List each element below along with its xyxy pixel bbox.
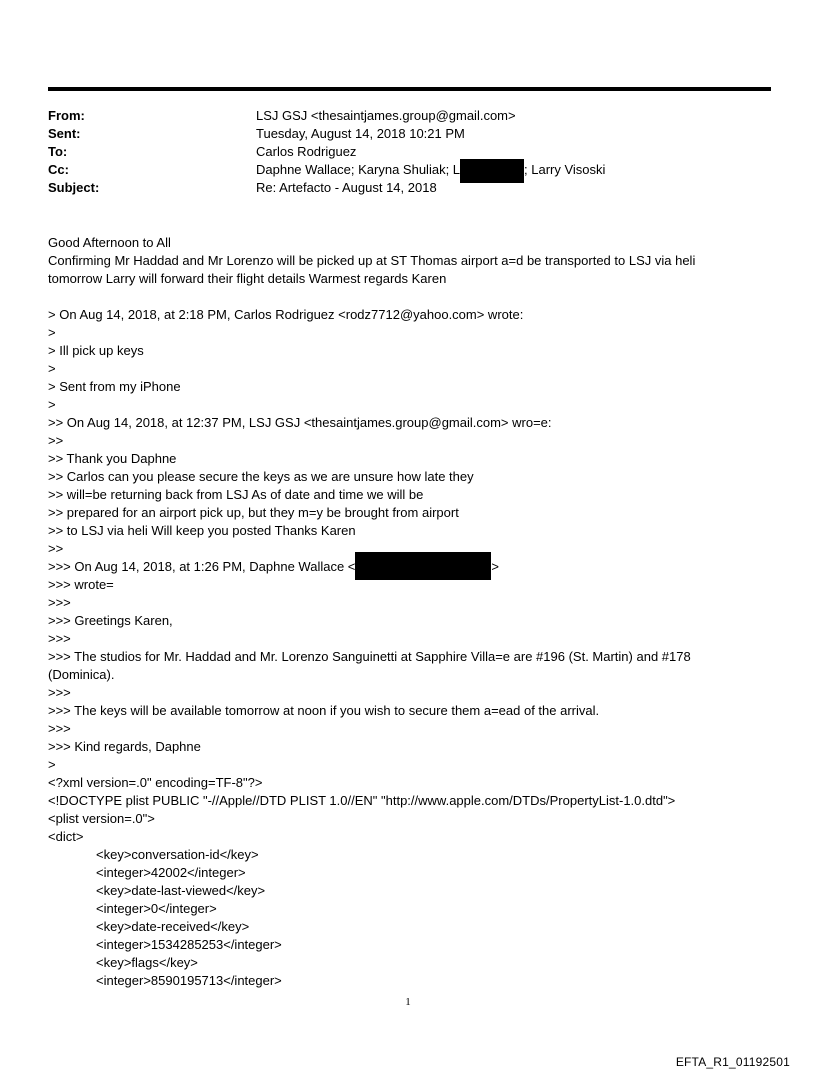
body-line: tomorrow Larry will forward their flight details Warmest regards Karen	[48, 271, 447, 286]
quoted-line: >	[48, 325, 56, 340]
redaction-box	[460, 159, 524, 183]
xml-line: <key>conversation-id</key>	[96, 847, 259, 862]
xml-line: <?xml version=.0" encoding=TF-8"?>	[48, 775, 263, 790]
from-label: From:	[48, 108, 85, 123]
xml-line: <plist version=.0">	[48, 811, 155, 826]
header-cc-row	[48, 161, 606, 179]
quoted-line: >> to LSJ via heli Will keep you posted Thanks Karen	[48, 523, 356, 538]
quoted-line: >>> wrote=	[48, 577, 114, 592]
quoted-line: >>>	[48, 721, 71, 736]
cc-value-part-b: ; Larry Visoski	[524, 162, 606, 177]
xml-line: <integer>1534285253</integer>	[96, 937, 282, 952]
quoted-line: >>> Kind regards, Daphne	[48, 739, 201, 754]
quoted-line: > On Aug 14, 2018, at 2:18 PM, Carlos Rodriguez <rodz7712@yahoo.com> wrote:	[48, 307, 524, 322]
quoted-line: (Dominica).	[48, 667, 115, 682]
cc-value-part-a: Daphne Wallace; Karyna Shuliak; L	[256, 162, 461, 177]
quoted-line: > Sent from my iPhone	[48, 379, 181, 394]
quoted-line: >> On Aug 14, 2018, at 12:37 PM, LSJ GSJ <thesaintjames.group@gmail.com> wro=e:	[48, 415, 552, 430]
body-line: Confirming Mr Haddad and Mr Lorenzo will be picked up at ST Thomas airport a=d be transported to LSJ via heli	[48, 253, 696, 268]
quoted-line: >	[48, 361, 56, 376]
header-subject-row	[48, 179, 437, 197]
quoted-line: >> Carlos can you please secure the keys as we are unsure how late they	[48, 469, 474, 484]
redaction-box	[355, 552, 491, 580]
bates-number: EFTA_R1_01192501	[675, 1055, 790, 1069]
quoted-line: >>>	[48, 685, 71, 700]
quoted-line: > Ill pick up keys	[48, 343, 144, 358]
quoted-line: >>> Greetings Karen,	[48, 613, 173, 628]
header-to-row	[48, 143, 357, 161]
xml-line: <key>date-last-viewed</key>	[96, 883, 266, 898]
quoted-line: >>	[48, 541, 64, 556]
header-from-row	[48, 107, 516, 125]
quoted-line: >>>	[48, 595, 71, 610]
blank-line	[48, 288, 768, 306]
to-label: To:	[48, 144, 68, 159]
quoted-line: >>>	[48, 631, 71, 646]
quoted-line: >	[48, 757, 56, 772]
xml-line: <key>flags</key>	[96, 955, 198, 970]
quoted-line: >> prepared for an airport pick up, but they m=y be brought from airport	[48, 505, 459, 520]
quoted-line: >>> The studios for Mr. Haddad and Mr. Lorenzo Sanguinetti at Sapphire Villa=e are #196 (St. Martin) and #178	[48, 649, 691, 664]
to-value: Carlos Rodriguez	[256, 144, 357, 159]
xml-line: <integer>42002</integer>	[96, 865, 246, 880]
body-line: Good Afternoon to All	[48, 235, 171, 250]
xml-line: <integer>8590195713</integer>	[96, 973, 282, 988]
xml-line: <dict>	[48, 829, 84, 844]
sent-value: Tuesday, August 14, 2018 10:21 PM	[256, 126, 465, 141]
sent-label: Sent:	[48, 126, 81, 141]
from-value: LSJ GSJ <thesaintjames.group@gmail.com>	[256, 108, 516, 123]
quoted-line: >> will=be returning back from LSJ As of date and time we will be	[48, 487, 424, 502]
quoted-line-part-a: >>> On Aug 14, 2018, at 1:26 PM, Daphne Wallace <	[48, 559, 356, 574]
quoted-line-part-b: >	[491, 559, 499, 574]
xml-line: <key>date-received</key>	[96, 919, 250, 934]
header-divider	[48, 87, 771, 91]
header-sent-row	[48, 125, 465, 143]
subject-label: Subject:	[48, 180, 100, 195]
email-body	[48, 234, 768, 990]
cc-label: Cc:	[48, 162, 69, 177]
xml-line: <integer>0</integer>	[96, 901, 217, 916]
quoted-line: >> Thank you Daphne	[48, 451, 177, 466]
subject-value: Re: Artefacto - August 14, 2018	[256, 180, 437, 195]
quoted-line: >>	[48, 433, 64, 448]
quoted-line: >	[48, 397, 56, 412]
quoted-line-with-redaction	[48, 558, 768, 576]
page-number: 1	[405, 996, 411, 1008]
xml-line: <!DOCTYPE plist PUBLIC "-//Apple//DTD PLIST 1.0//EN" "http://www.apple.com/DTDs/PropertyList-1.0.dtd">	[48, 793, 676, 808]
quoted-line: >>> The keys will be available tomorrow at noon if you wish to secure them a=ead of the arrival.	[48, 703, 600, 718]
